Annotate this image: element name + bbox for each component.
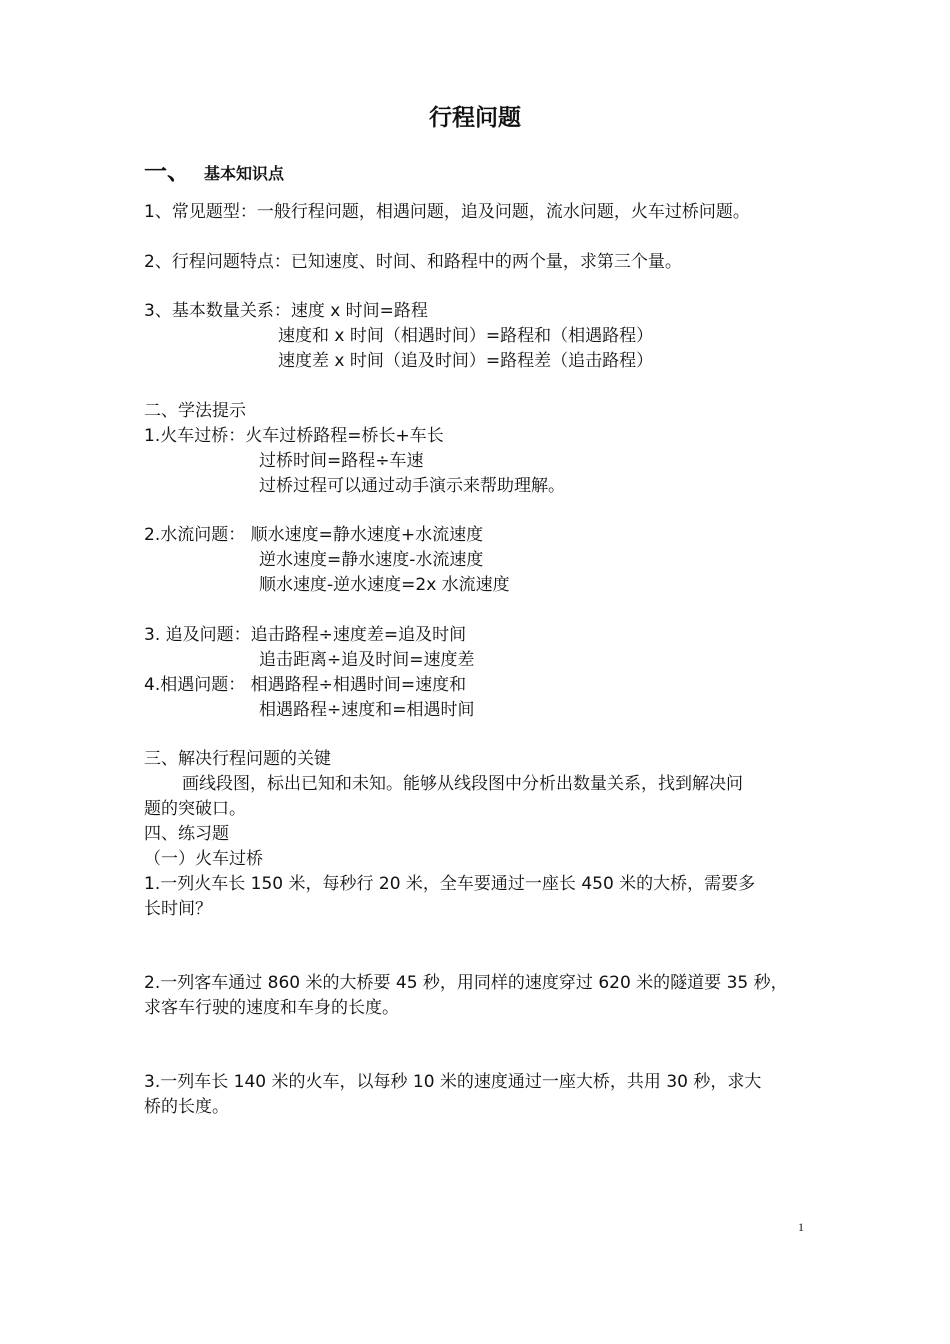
chase-line-1: 3. 追及问题：追击路程÷速度差=追及时间 [144,625,467,645]
water-line-1: 2.水流问题： 顺水速度=静水速度+水流速度 [144,525,484,545]
section-2-heading: 二、学法提示 [144,401,246,421]
section-1-item-3-line-3: 速度差 x 时间（追及时间）=路程差（追击路程） [278,351,654,371]
section-1-number: 一、 [144,159,190,185]
train-line-3: 过桥过程可以通过动手演示来帮助理解。 [259,476,565,496]
water-line-3: 顺水速度-逆水速度=2x 水流速度 [259,575,510,595]
question-1-line-1: 1.一列火车长 150 米，每秒行 20 米，全车要通过一座长 450 米的大桥，需要多 [144,874,756,894]
section-1-item-3-line-2: 速度和 x 时间（相遇时间）=路程和（相遇路程） [278,326,654,346]
section-3-line-1: 画线段图，标出已知和未知。能够从线段图中分析出数量关系，找到解决问 [182,774,743,794]
section-4-heading: 四、练习题 [144,824,229,844]
section-1-heading [144,160,284,186]
section-1-title: 基本知识点 [204,164,285,183]
page-title: 行程问题 [429,105,521,131]
question-3-line-2: 桥的长度。 [144,1097,229,1117]
chase-line-2: 追击距离÷追及时间=速度差 [259,650,475,670]
train-line-2: 过桥时间=路程÷车速 [259,451,424,471]
subsection-train-bridge: （一）火车过桥 [144,849,263,869]
meet-line-1: 4.相遇问题： 相遇路程÷相遇时间=速度和 [144,675,467,695]
page-number: 1 [798,1220,804,1234]
section-3-heading: 三、解决行程问题的关键 [144,749,331,769]
question-3-line-1: 3.一列车长 140 米的火车，以每秒 10 米的速度通过一座大桥，共用 30 秒，求大 [144,1072,762,1092]
section-1-item-2: 2、行程问题特点：已知速度、时间、和路程中的两个量，求第三个量。 [144,252,682,272]
water-line-2: 逆水速度=静水速度-水流速度 [259,550,484,570]
meet-line-2: 相遇路程÷速度和=相遇时间 [259,700,475,720]
question-2-line-1: 2.一列客车通过 860 米的大桥要 45 秒，用同样的速度穿过 620 米的隧道要 35 秒， [144,973,788,993]
train-line-1: 1.火车过桥：火车过桥路程=桥长+车长 [144,426,444,446]
question-1-line-2: 长时间？ [144,899,212,919]
section-1-item-3-line-1: 3、基本数量关系：速度 x 时间=路程 [144,301,428,321]
section-1-item-1: 1、常见题型：一般行程问题，相遇问题，追及问题，流水问题，火车过桥问题。 [144,202,750,222]
question-2-line-2: 求客车行驶的速度和车身的长度。 [144,998,399,1018]
section-3-line-2: 题的突破口。 [144,799,246,819]
